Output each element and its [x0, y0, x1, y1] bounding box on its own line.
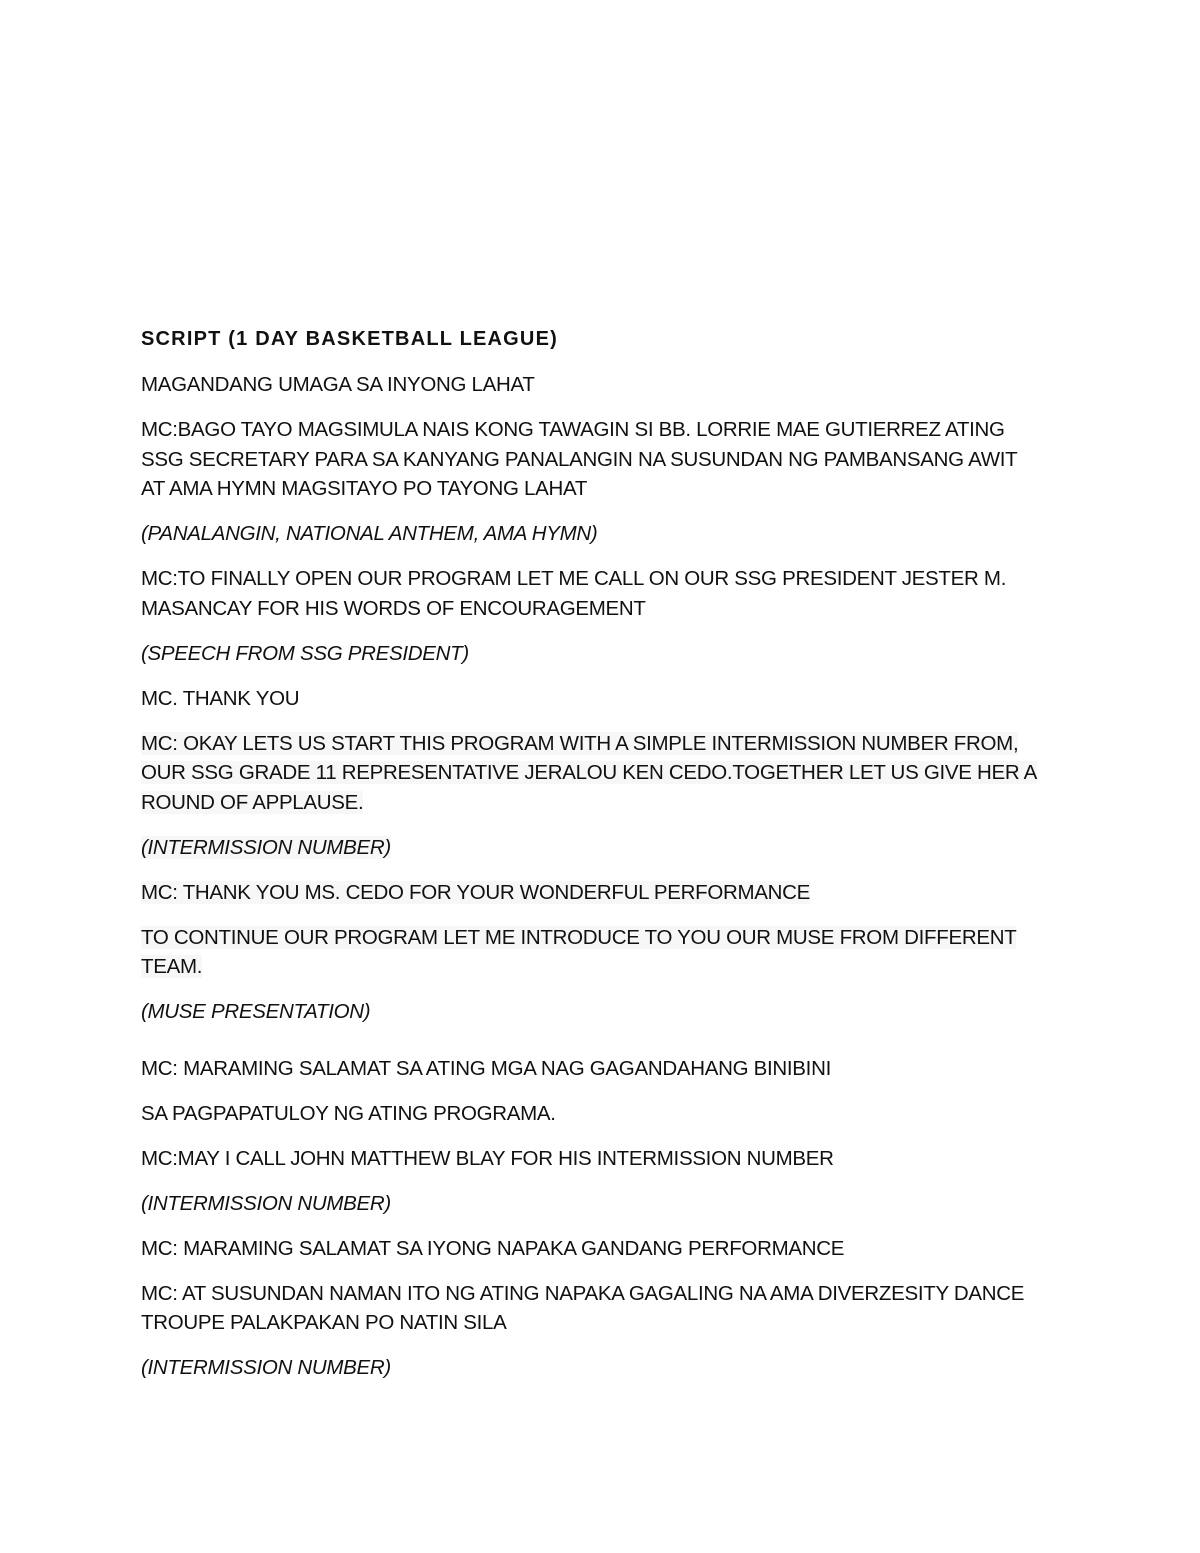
paragraph — [141, 923, 1041, 982]
stage-direction: (MUSE PRESENTATION) — [141, 1000, 371, 1023]
paragraph: MC:MAY I CALL JOHN MATTHEW BLAY FOR HIS INTERMISSION NUMBER — [141, 1146, 834, 1170]
highlighted-text: (INTERMISSION NUMBER) — [141, 835, 391, 859]
script-title: SCRIPT (1 DAY BASKETBALL LEAGUE) — [141, 328, 558, 350]
paragraph: MC: MARAMING SALAMAT SA IYONG NAPAKA GANDANG PERFORMANCE — [141, 1236, 845, 1260]
paragraph — [141, 729, 1041, 818]
highlighted-text: TO CONTINUE OUR PROGRAM LET ME INTRODUCE TO YOU OUR MUSE FROM DIFFERENT TEAM. — [141, 925, 1017, 978]
stage-direction: (INTERMISSION NUMBER) — [141, 1356, 391, 1379]
paragraph: MC: AT SUSUNDAN NAMAN ITO NG ATING NAPAKA GAGALING NA AMA DIVERZESITY DANCE TROUPE PALAKPAKAN PO NATIN SILA — [141, 1281, 1025, 1334]
stage-direction: (PANALANGIN, NATIONAL ANTHEM, AMA HYMN) — [141, 522, 598, 545]
stage-direction: (INTERMISSION NUMBER) — [141, 1191, 391, 1215]
paragraph: MC:BAGO TAYO MAGSIMULA NAIS KONG TAWAGIN SI BB. LORRIE MAE GUTIERREZ ATING SSG SECRETARY PARA SA KANYANG PANALANGIN NA SUSUNDAN NG PAMBANSANG AWIT AT AMA HYMN MAGSITAYO PO TAYONG LAHAT — [141, 418, 1017, 500]
paragraph: MAGANDANG UMAGA SA INYONG LAHAT — [141, 373, 535, 396]
paragraph: MC. THANK YOU — [141, 686, 300, 710]
paragraph: MC: MARAMING SALAMAT SA ATING MGA NAG GAGANDAHANG BINIBINI — [141, 1056, 831, 1080]
paragraph — [141, 878, 1041, 908]
document-page — [141, 325, 1041, 1398]
stage-direction — [141, 833, 1041, 863]
paragraph: SA PAGPAPATULOY NG ATING PROGRAMA. — [141, 1101, 556, 1125]
highlighted-text: MC: THANK YOU MS. CEDO FOR YOUR WONDERFUL PERFORMANCE — [141, 880, 811, 904]
paragraph: MC:TO FINALLY OPEN OUR PROGRAM LET ME CALL ON OUR SSG PRESIDENT JESTER M. MASANCAY FOR HIS WORDS OF ENCOURAGEMENT — [141, 567, 1007, 620]
highlighted-text: MC: OKAY LETS US START THIS PROGRAM WITH A SIMPLE INTERMISSION NUMBER FROM, OUR SSG GRADE 11 REPRESENTATIVE JERALOU KEN CEDO.TOGETHER LET US GIVE HER A ROUND OF APPLAUSE. — [141, 731, 1038, 814]
stage-direction: (SPEECH FROM SSG PRESIDENT) — [141, 641, 469, 665]
